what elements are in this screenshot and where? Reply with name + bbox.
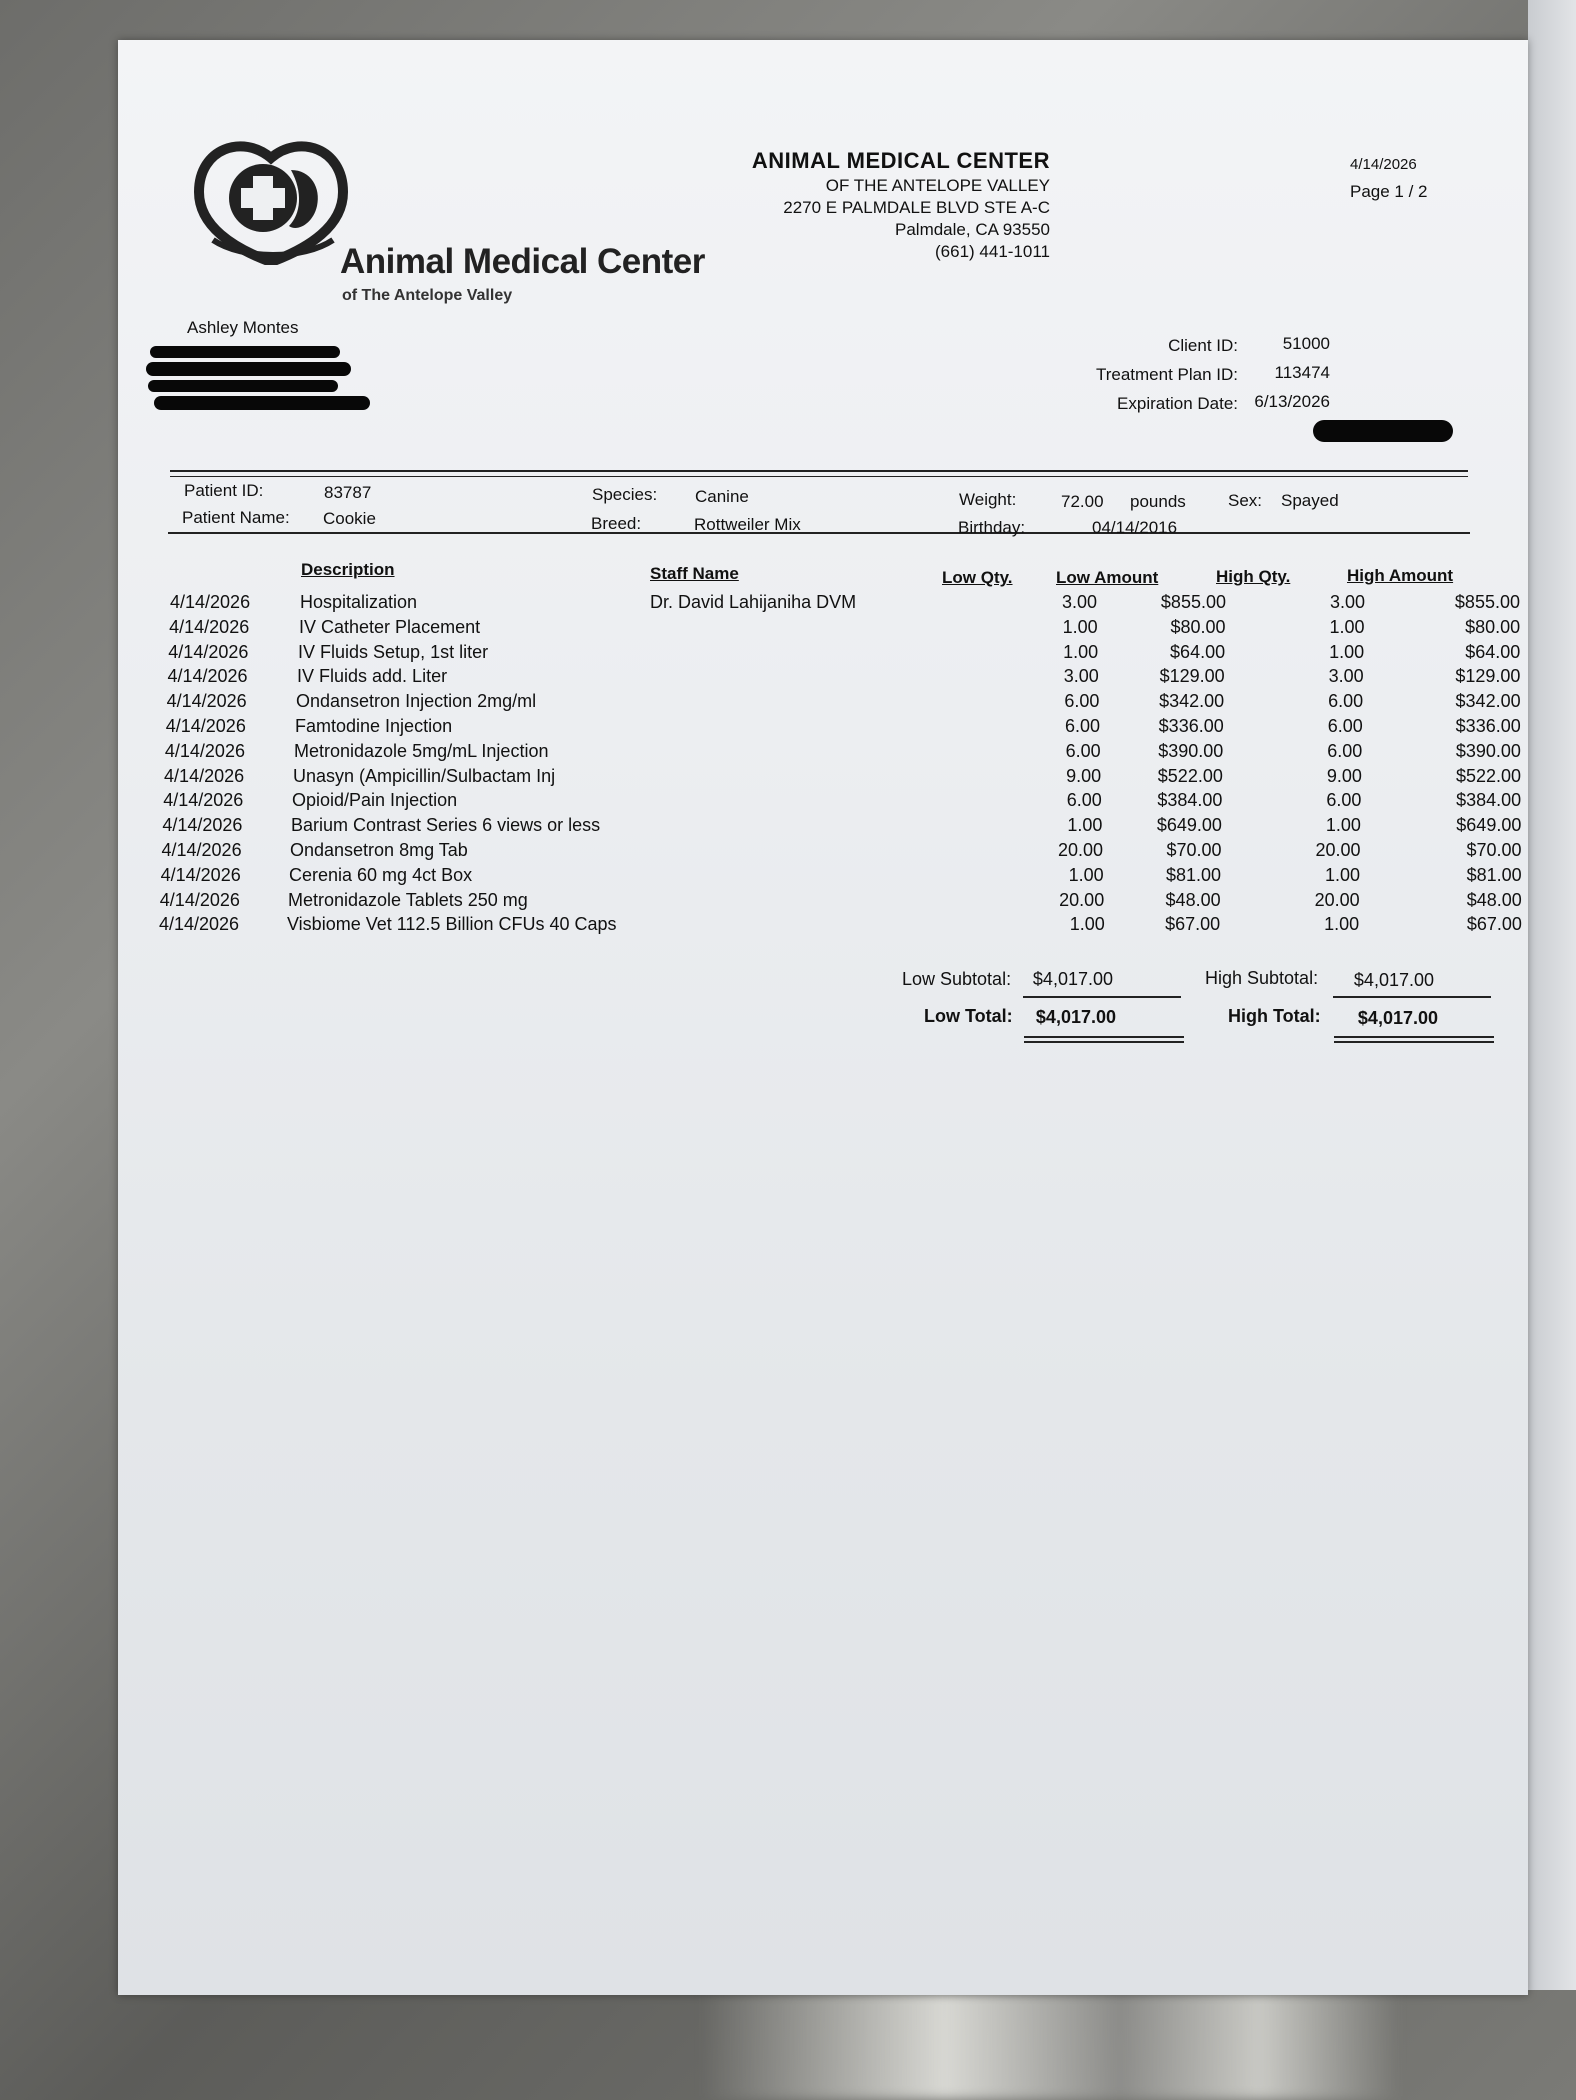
weight-value: 72.00 [1061,492,1104,511]
row-date: 4/14/2026 [159,889,240,910]
clinic-name-line2: OF THE ANTELOPE VALLEY [825,176,1050,195]
high-total-value: $4,017.00 [1357,1008,1438,1028]
row-high-amount: $336.00 [1455,716,1521,736]
page-number: Page 1 / 2 [1350,182,1428,201]
low-total-value: $4,017.00 [1035,1007,1116,1027]
table-row [118,592,1528,617]
row-description: IV Catheter Placement [299,616,481,637]
row-high-qty: 6.00 [1326,790,1362,811]
breed-value: Rottweiler Mix [694,515,801,534]
row-low-amount: $80.00 [1170,616,1226,637]
redaction-mark [146,362,351,376]
total-double-rule [1024,1036,1184,1038]
redaction-mark [1313,420,1453,442]
row-low-qty: 1.00 [1063,641,1099,662]
table-row [118,716,1528,741]
table-row [118,815,1528,840]
expiration-date-value: 6/13/2026 [1254,392,1330,411]
row-low-amount: $129.00 [1159,666,1225,687]
row-high-amount: $70.00 [1466,840,1522,860]
table-row [118,642,1528,667]
row-high-qty: 20.00 [1315,840,1361,860]
row-description: Ondansetron Injection 2mg/ml [296,691,537,712]
patient-name-label: Patient Name: [182,508,290,527]
row-date: 4/14/2026 [170,592,251,612]
row-high-amount: $384.00 [1456,790,1522,811]
row-high-qty: 1.00 [1325,815,1361,836]
row-description: Famtodine Injection [295,716,453,736]
row-high-qty: 6.00 [1327,716,1363,736]
row-low-amount: $342.00 [1159,691,1225,712]
row-high-amount: $855.00 [1454,592,1520,612]
row-description: Metronidazole 5mg/mL Injection [294,740,549,761]
species-value: Canine [695,487,749,506]
low-subtotal-label: Low Subtotal: [902,969,1012,989]
birthday-label: Birthday: [958,518,1026,537]
table-row [118,840,1528,865]
row-description: Barium Contrast Series 6 views or less [291,815,601,836]
client-id-label: Client ID: [1168,336,1238,355]
low-subtotal-value: $4,017.00 [1032,969,1113,989]
sex-value: Spayed [1281,491,1339,510]
row-high-amount: $48.00 [1466,889,1522,910]
clinic-name: ANIMAL MEDICAL CENTER [751,148,1050,173]
row-description: IV Fluids Setup, 1st liter [298,641,489,662]
row-date: 4/14/2026 [164,765,245,786]
table-row [118,741,1528,766]
estimate-sheet [118,40,1528,1995]
row-high-amount: $390.00 [1455,740,1521,761]
patient-id-value: 83787 [324,483,372,502]
row-description: Unasyn (Ampicillin/Sulbactam Inj [293,765,556,786]
total-double-rule [1334,1036,1494,1038]
row-high-amount: $67.00 [1466,914,1522,935]
breed-label: Breed: [591,514,642,533]
row-low-amount: $522.00 [1157,765,1223,786]
col-header-high-amount: High Amount [1347,566,1454,585]
row-high-qty: 6.00 [1328,691,1364,712]
row-high-qty: 1.00 [1329,616,1365,637]
row-date: 4/14/2026 [162,815,243,836]
row-high-qty: 1.00 [1324,914,1360,935]
weight-unit: pounds [1130,492,1186,511]
plan-id-value: 113474 [1274,363,1330,382]
row-low-qty: 9.00 [1066,765,1102,786]
table-row [118,865,1528,890]
row-low-amount: $67.00 [1165,914,1221,935]
divider [170,476,1468,477]
clinic-logo-name: Animal Medical Center [340,242,705,281]
total-double-rule [1024,1041,1184,1043]
high-total-label: High Total: [1228,1006,1321,1026]
client-name: Ashley Montes [187,318,299,337]
clinic-address: 2270 E PALMDALE BLVD STE A-C [783,198,1050,217]
row-low-qty: 20.00 [1057,840,1103,860]
sex-label: Sex: [1228,491,1263,510]
table-row [118,914,1528,939]
row-description: Cerenia 60 mg 4ct Box [289,864,473,885]
row-low-amount: $48.00 [1165,889,1221,910]
second-sheet-edge [1528,0,1576,1990]
row-low-amount: $336.00 [1158,716,1224,736]
row-low-qty: 3.00 [1063,666,1099,687]
row-low-amount: $70.00 [1166,840,1222,860]
table-row [118,790,1528,815]
divider [170,470,1468,472]
row-date: 4/14/2026 [161,840,242,860]
row-high-amount: $64.00 [1465,641,1521,662]
col-header-description: Description [301,560,395,579]
row-high-amount: $342.00 [1455,691,1521,712]
col-header-low-qty: Low Qty. [942,568,1013,587]
desk-reflection [700,1990,1400,2100]
row-description: Hospitalization [300,592,418,612]
table-row [118,890,1528,915]
redaction-mark [154,396,370,410]
row-date: 4/14/2026 [166,691,247,712]
low-total-label: Low Total: [924,1006,1013,1026]
row-low-amount: $390.00 [1158,740,1224,761]
row-high-amount: $80.00 [1465,616,1521,637]
col-header-staff: Staff Name [650,564,739,583]
row-high-qty: 20.00 [1314,889,1360,910]
divider [168,532,1470,534]
row-high-qty: 1.00 [1325,864,1361,885]
row-low-amount: $649.00 [1156,815,1222,836]
row-date: 4/14/2026 [167,666,248,687]
clinic-phone: (661) 441-1011 [935,242,1050,261]
plan-id-label: Treatment Plan ID: [1095,365,1238,384]
clinic-city: Palmdale, CA 93550 [895,220,1050,239]
row-date: 4/14/2026 [160,864,241,885]
row-low-qty: 6.00 [1064,691,1100,712]
row-high-amount: $81.00 [1466,864,1522,885]
row-high-qty: 6.00 [1327,740,1363,761]
row-low-qty: 20.00 [1059,889,1105,910]
table-row [118,617,1528,642]
row-high-amount: $522.00 [1455,765,1522,786]
col-header-high-qty: High Qty. [1216,567,1291,586]
row-low-qty: 1.00 [1068,864,1104,885]
row-low-qty: 1.00 [1062,616,1098,637]
row-description: Opioid/Pain Injection [292,790,458,811]
row-low-qty: 1.00 [1069,914,1105,935]
clinic-logo-icon [193,140,353,265]
row-high-qty: 1.00 [1329,641,1365,662]
row-low-amount: $384.00 [1157,790,1223,811]
row-date: 4/14/2026 [158,914,240,935]
subtotal-rule [1023,996,1181,998]
row-description: Ondansetron 8mg Tab [290,840,468,860]
expiration-date-label: Expiration Date: [1117,394,1238,413]
row-low-amount: $855.00 [1160,592,1226,612]
subtotal-rule [1333,996,1491,998]
redaction-mark [150,346,340,358]
row-low-qty: 6.00 [1064,716,1100,736]
document-date: 4/14/2026 [1350,156,1417,173]
row-high-amount: $649.00 [1456,815,1522,836]
row-high-qty: 3.00 [1328,666,1364,687]
high-subtotal-value: $4,017.00 [1353,970,1434,990]
row-date: 4/14/2026 [163,790,244,811]
total-double-rule [1334,1041,1494,1043]
client-id-value: 51000 [1282,334,1330,353]
redaction-mark [148,380,338,392]
row-low-amount: $81.00 [1166,864,1222,885]
row-date: 4/14/2026 [168,641,249,662]
row-low-qty: 6.00 [1065,740,1101,761]
row-description: Visbiome Vet 112.5 Billion CFUs 40 Caps [287,914,617,935]
patient-name-value: Cookie [323,509,376,528]
row-description: IV Fluids add. Liter [297,666,448,687]
row-high-qty: 3.00 [1329,592,1365,612]
row-staff-name: Dr. David Lahijaniha DVM [650,592,857,612]
row-low-qty: 3.00 [1061,592,1097,612]
row-low-amount: $64.00 [1170,641,1226,662]
species-label: Species: [592,485,658,504]
row-low-qty: 1.00 [1067,815,1103,836]
table-row [118,666,1528,691]
row-description: Metronidazole Tablets 250 mg [288,889,528,910]
row-high-qty: 9.00 [1326,765,1362,786]
patient-id-label: Patient ID: [184,481,264,500]
table-row [118,691,1528,716]
row-high-amount: $129.00 [1455,666,1521,687]
row-date: 4/14/2026 [164,740,245,761]
row-date: 4/14/2026 [169,616,250,637]
high-subtotal-label: High Subtotal: [1205,968,1319,988]
row-low-qty: 6.00 [1066,790,1102,811]
table-row [118,766,1528,791]
clinic-logo-subtitle: of The Antelope Valley [342,287,513,304]
birthday-value: 04/14/2016 [1092,518,1178,537]
weight-label: Weight: [959,490,1017,509]
row-date: 4/14/2026 [165,716,246,736]
col-header-low-amount: Low Amount [1056,568,1159,587]
